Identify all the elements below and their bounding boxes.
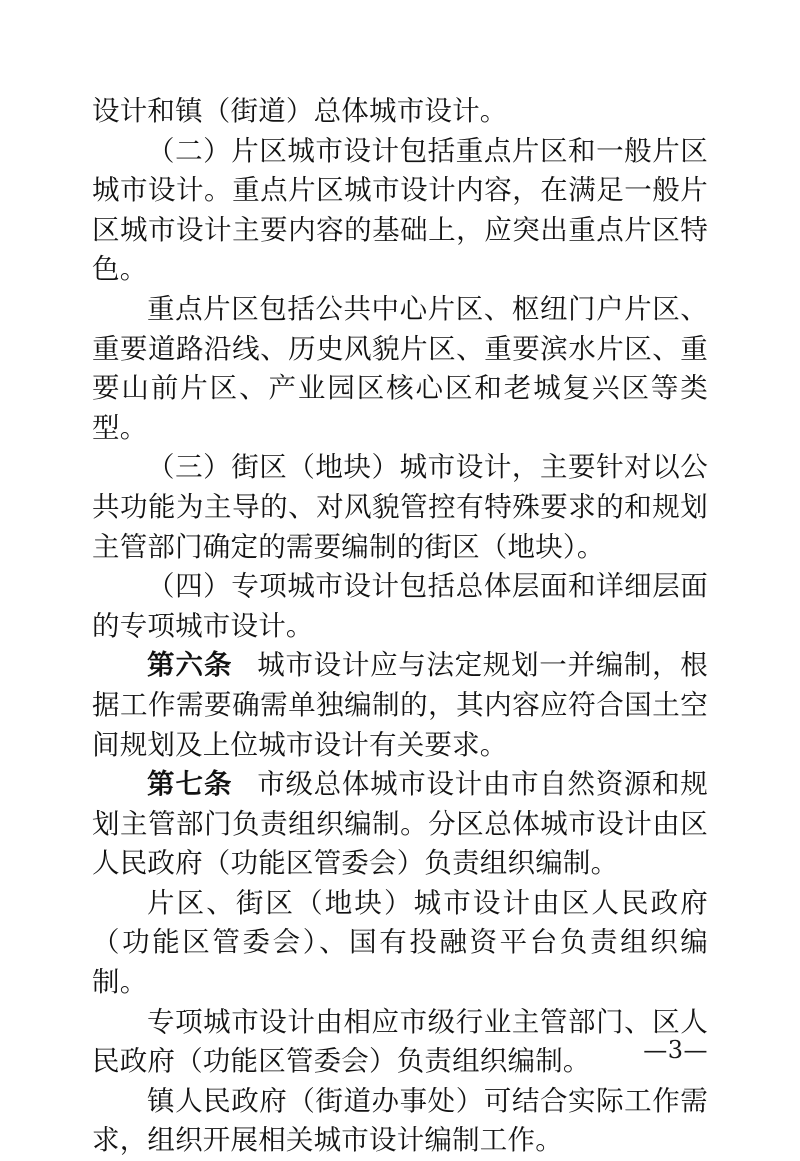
paragraph-district-block-design: 片区、街区（地块）城市设计由区人民政府（功能区管委会）、国有投融资平台负责组织编制。 xyxy=(92,886,708,999)
article-seven xyxy=(92,765,708,884)
article-seven-label: 第七条 xyxy=(147,768,233,801)
article-six xyxy=(92,646,708,765)
paragraph-continuation: 设计和镇（街道）总体城市设计。 xyxy=(92,95,508,127)
article-seven-text: 市级总体城市设计由市自然资源和规划主管部门负责组织编制。分区总体城市设计由区人民政府（功能区管委会）负责组织编制。 xyxy=(92,768,709,880)
paragraph-special-design: 专项城市设计由相应市级行业主管部门、区人民政府（功能区管委会）负责组织编制。 xyxy=(92,1005,708,1078)
paragraph-item-four: （四）专项城市设计包括总体层面和详细层面的专项城市设计。 xyxy=(92,570,708,642)
article-six-label: 第六条 xyxy=(147,649,233,682)
paragraph-key-districts: 重点片区包括公共中心片区、枢纽门户片区、重要道路沿线、历史风貌片区、重要滨水片区、重要山前片区、产业园区核心区和老城复兴区等类型。 xyxy=(92,292,708,444)
paragraph-town-government: 镇人民政府（街道办事处）可结合实际工作需求，组织开展相关城市设计编制工作。 xyxy=(92,1084,708,1157)
article-six-text: 城市设计应与法定规划一并编制，根据工作需要确需单独编制的，其内容应符合国土空间规划及上位城市设计有关要求。 xyxy=(92,649,709,761)
document-body xyxy=(92,92,708,1161)
paragraph-item-three: （三）街区（地块）城市设计，主要针对以公共功能为主导的、对风貌管控有特殊要求的和规划主管部门确定的需要编制的街区（地块）。 xyxy=(92,451,708,563)
page-number: —3— xyxy=(643,1036,708,1064)
paragraph-item-two: （二）片区城市设计包括重点片区和一般片区城市设计。重点片区城市设计内容，在满足一般片区城市设计主要内容的基础上，应突出重点片区特色。 xyxy=(92,134,708,286)
